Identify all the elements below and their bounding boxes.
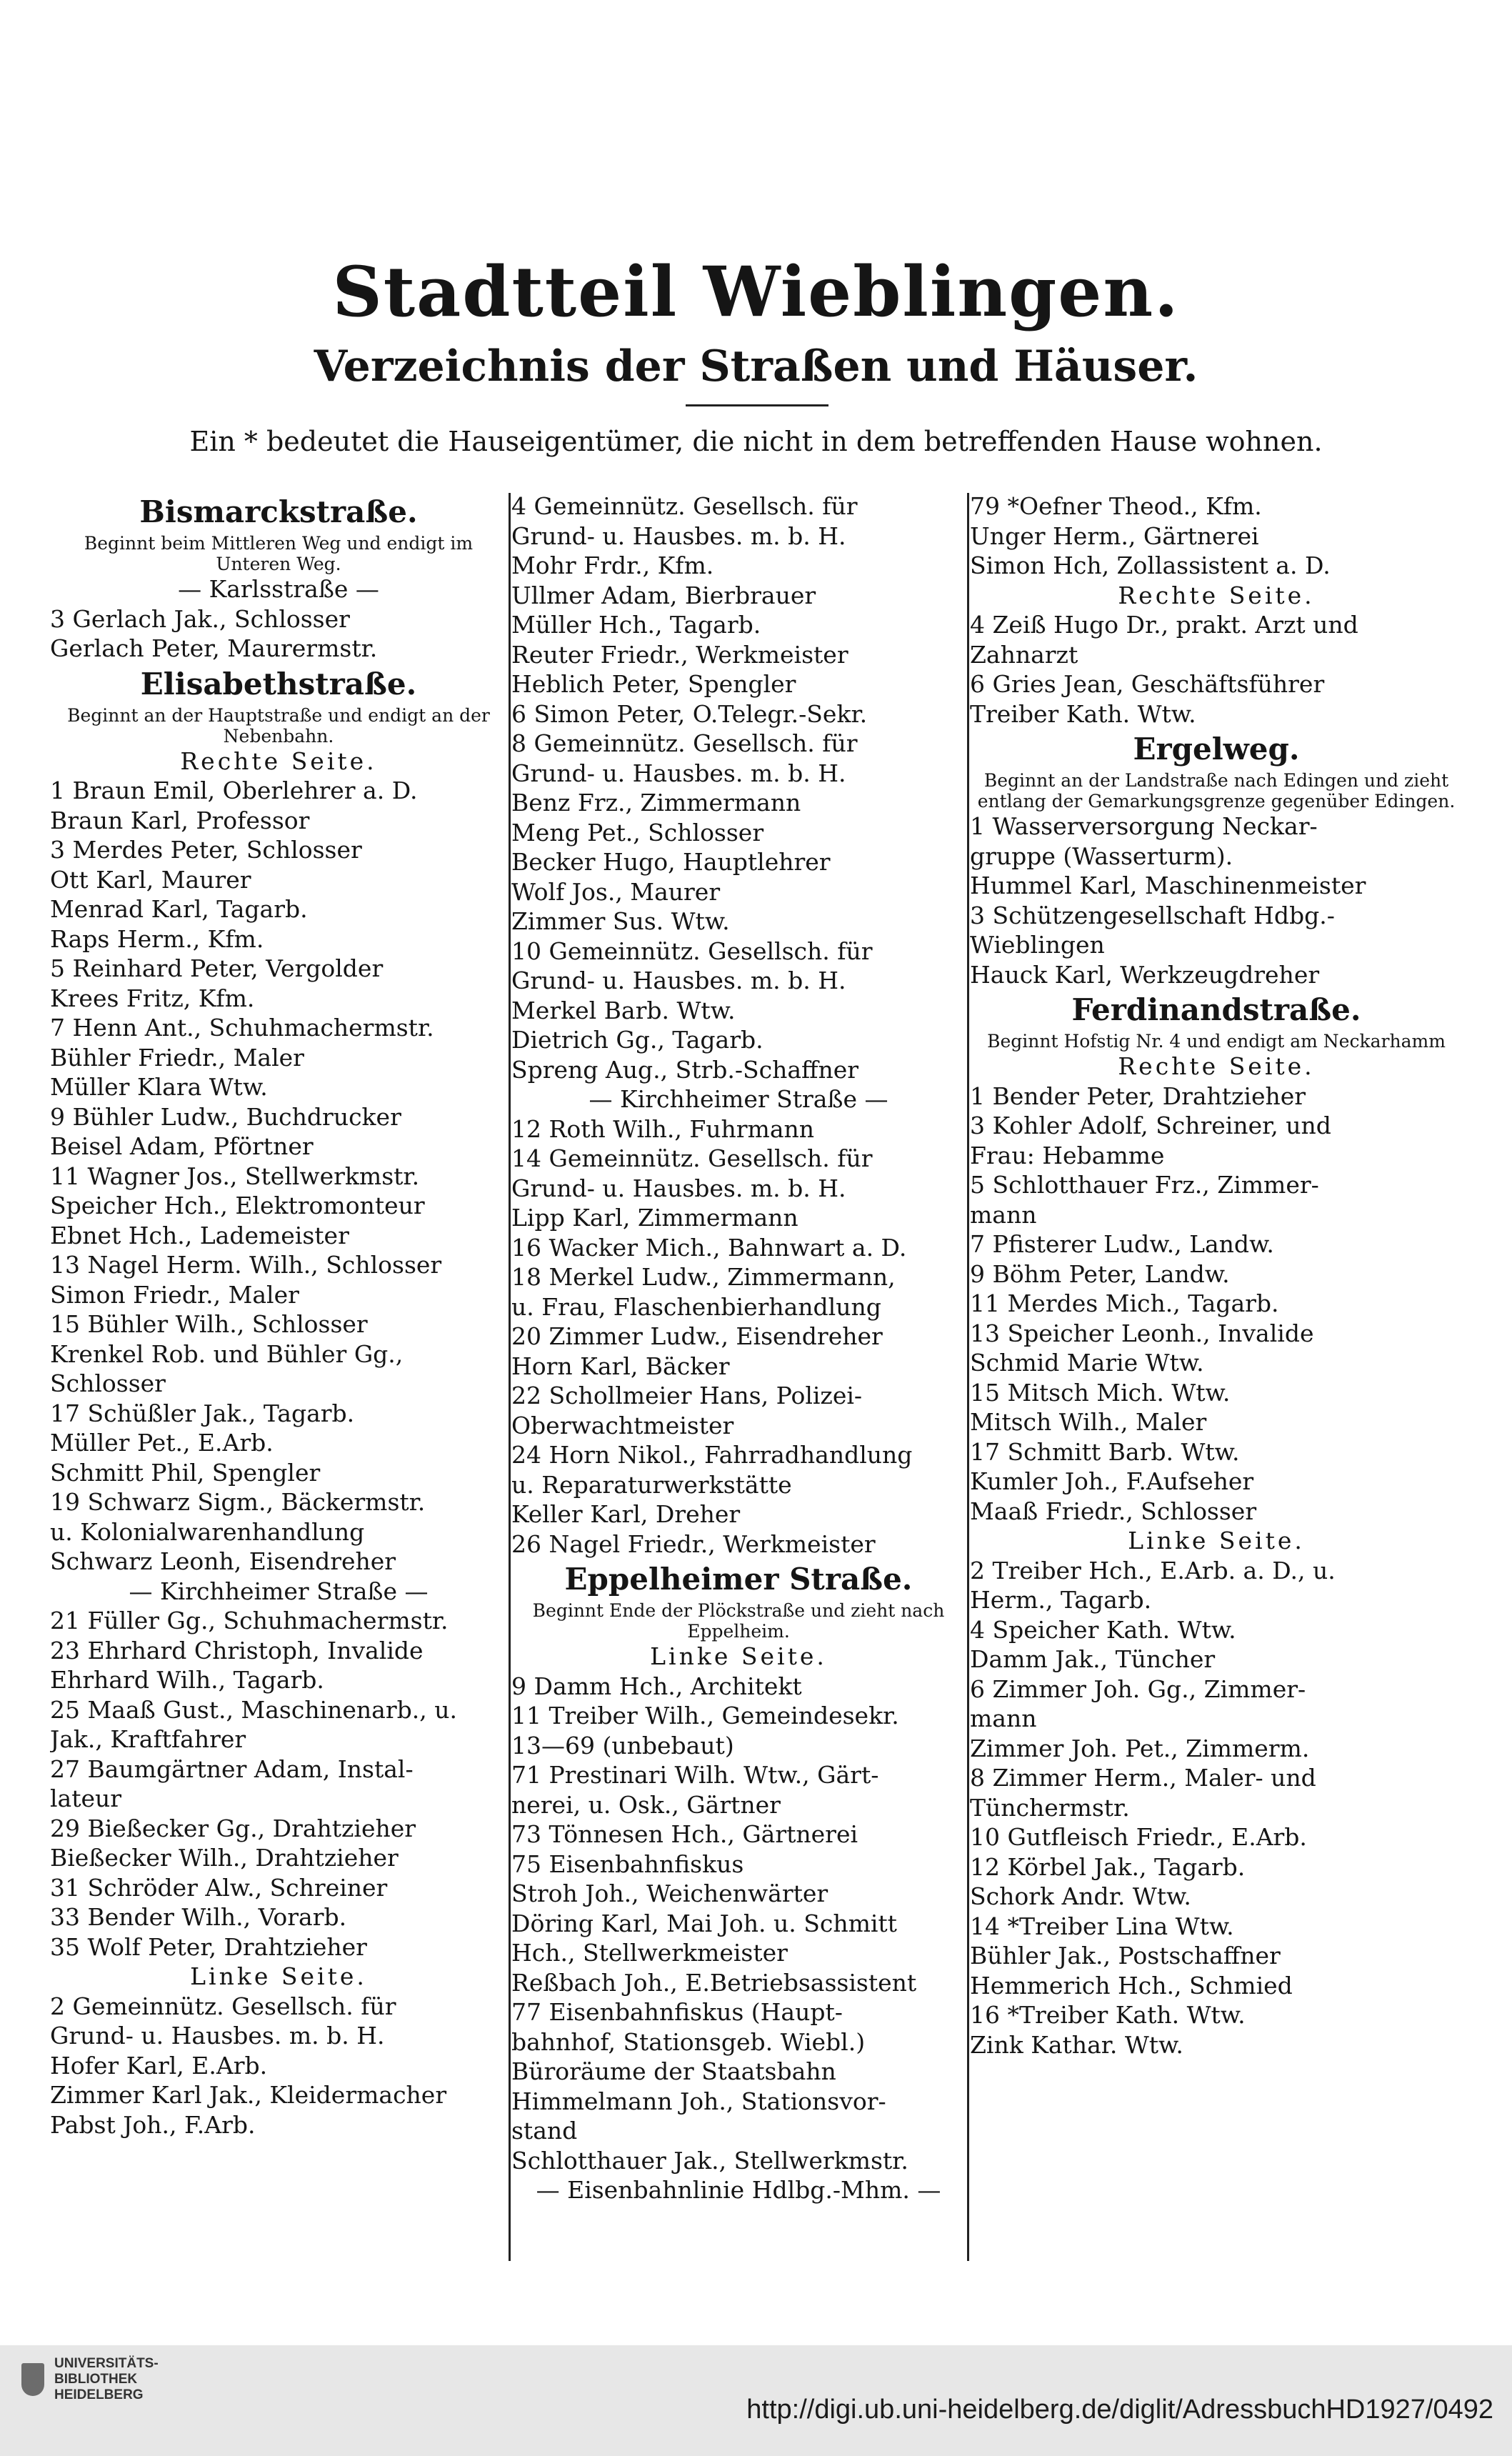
entry-line: 75 Eisenbahnfiskus: [511, 1850, 744, 1878]
entry-line: 6 Gries Jean, Geschäftsführer: [970, 670, 1325, 698]
entry-line: Frau: Hebamme: [970, 1141, 1165, 1169]
title-rule: [686, 404, 828, 406]
street-heading: Elisabethstraße.: [140, 666, 417, 702]
entry-line: Ehrhard Wilh., Tagarb.: [50, 1666, 324, 1694]
entry-line: 73 Tönnesen Hch., Gärtnerei: [511, 1820, 858, 1848]
entry-line: Hofer Karl, E.Arb.: [50, 2051, 268, 2080]
entry-line: Zink Kathar. Wtw.: [970, 2030, 1183, 2059]
column-middle: [511, 491, 966, 2205]
entry-line: Wolf Jos., Maurer: [511, 877, 721, 906]
logo-text: [54, 2356, 159, 2403]
entry-line: 16 *Treiber Kath. Wtw.: [970, 2001, 1246, 2029]
entry-line: 11 Treiber Wilh., Gemeindesekr.: [511, 1702, 899, 1729]
entry-line: 1 Braun Emil, Oberlehrer a. D.: [50, 777, 418, 804]
entry-line: 3 Merdes Peter, Schlosser: [50, 836, 362, 864]
entry-line: Schlosser: [50, 1369, 166, 1397]
entry-line: Grund- u. Hausbes. m. b. H.: [511, 967, 846, 994]
entry-line: mann: [970, 1200, 1037, 1229]
entry-line: Bühler Jak., Postschaffner: [970, 1942, 1281, 1970]
entry-line: 3 Schützengesellschaft Hdbg.-: [970, 901, 1335, 929]
entry-line: Beisel Adam, Pförtner: [50, 1132, 314, 1160]
side-heading: Linke Seite.: [650, 1642, 827, 1670]
entry-line: Meng Pet., Schlosser: [511, 818, 764, 847]
page-subtitle: Verzeichnis der Straßen und Häuser.: [314, 341, 1198, 391]
entry-line: 12 Roth Wilh., Fuhrmann: [511, 1114, 815, 1143]
entry-line: Krees Fritz, Kfm.: [50, 984, 255, 1012]
entry-line: Döring Karl, Mai Joh. u. Schmitt: [511, 1909, 897, 1937]
entry-line: 20 Zimmer Ludw., Eisendreher: [511, 1322, 883, 1350]
entry-line: Bühler Friedr., Maler: [50, 1043, 304, 1072]
entry-line: 14 *Treiber Lina Wtw.: [970, 1912, 1234, 1940]
entry-line: Heblich Peter, Spengler: [511, 670, 796, 698]
entry-line: Spreng Aug., Strb.-Schaffner: [511, 1055, 859, 1084]
entry-line: Lipp Karl, Zimmermann: [511, 1204, 798, 1232]
entry-line: Schmitt Phil, Spengler: [50, 1458, 321, 1487]
entry-line: 4 Speicher Kath. Wtw.: [970, 1615, 1236, 1644]
entry-line: mann: [970, 1704, 1037, 1732]
side-heading: Linke Seite.: [1128, 1527, 1305, 1554]
entry-line: 6 Simon Peter, O.Telegr.-Sekr.: [511, 699, 868, 728]
entry-line: Becker Hugo, Hauptlehrer: [511, 848, 831, 876]
entry-line: 9 Damm Hch., Architekt: [511, 1672, 802, 1700]
cross-street-separator: — Kirchheimer Straße —: [589, 1085, 888, 1113]
entry-line: u. Frau, Flaschenbierhandlung: [511, 1292, 881, 1321]
entry-line: 29 Bießecker Gg., Drahtzieher: [50, 1814, 416, 1842]
owner-note: Ein * bedeutet die Hauseigentümer, die nicht in dem betreffenden Hause wohnen.: [189, 426, 1323, 457]
side-heading: Rechte Seite.: [1118, 1052, 1315, 1080]
entry-line: Reuter Friedr., Werkmeister: [511, 640, 848, 669]
entry-line: Müller Hch., Tagarb.: [511, 611, 761, 639]
entry-line: Hemmerich Hch., Schmied: [970, 1971, 1293, 2000]
entry-line: Stroh Joh., Weichenwärter: [511, 1880, 828, 1907]
entry-line: 11 Merdes Mich., Tagarb.: [970, 1289, 1279, 1317]
entry-line: 8 Gemeinnütz. Gesellsch. für: [511, 729, 858, 757]
entry-line: Zimmer Karl Jak., Kleidermacher: [50, 2081, 447, 2109]
logo-line: UNIVERSITÄTS-: [54, 2356, 159, 2371]
entry-line: Müller Klara Wtw.: [50, 1073, 268, 1101]
entry-line: Pabst Joh., F.Arb.: [50, 2110, 256, 2139]
entry-line: 15 Bühler Wilh., Schlosser: [50, 1310, 368, 1338]
entry-line: Damm Jak., Tüncher: [970, 1645, 1216, 1673]
entry-line: Menrad Karl, Tagarb.: [50, 895, 308, 923]
entry-line: bahnhof, Stationsgeb. Wiebl.): [511, 2027, 866, 2056]
entry-line: Keller Karl, Dreher: [511, 1500, 741, 1528]
cross-street-separator: — Kirchheimer Straße —: [129, 1577, 429, 1605]
entry-line: Horn Karl, Bäcker: [511, 1352, 730, 1380]
entry-line: 10 Gemeinnütz. Gesellsch. für: [511, 937, 873, 965]
entry-line: Müller Pet., E.Arb.: [50, 1429, 274, 1457]
entry-line: Zahnarzt: [970, 640, 1078, 669]
entry-line: Mitsch Wilh., Maler: [970, 1408, 1207, 1436]
entry-line: 17 Schüßler Jak., Tagarb.: [50, 1399, 355, 1427]
entry-line: 14 Gemeinnütz. Gesellsch. für: [511, 1144, 873, 1172]
entry-line: 35 Wolf Peter, Drahtzieher: [50, 1932, 367, 1961]
entry-line: Jak., Kraftfahrer: [50, 1725, 246, 1753]
entry-line: 13—69 (unbebaut): [511, 1731, 734, 1759]
entry-line: Mohr Frdr., Kfm.: [511, 551, 714, 579]
entry-line: 26 Nagel Friedr., Werkmeister: [511, 1529, 876, 1558]
entry-line: Benz Frz., Zimmermann: [511, 789, 801, 817]
cross-street-separator: — Eisenbahnlinie Hdlbg.-Mhm. —: [536, 2176, 941, 2204]
entry-line: Tünchermstr.: [970, 1793, 1130, 1822]
column-left: [50, 491, 507, 2140]
column-right: [970, 491, 1463, 2060]
street-heading: Ferdinandstraße.: [1071, 992, 1361, 1027]
entry-line: 5 Schlotthauer Frz., Zimmer-: [970, 1171, 1319, 1199]
entry-line: 31 Schröder Alw., Schreiner: [50, 1873, 388, 1902]
entry-line: Ullmer Adam, Bierbrauer: [511, 581, 816, 609]
entry-line: 22 Schollmeier Hans, Polizei-: [511, 1382, 863, 1409]
street-heading: Ergelweg.: [1133, 732, 1300, 767]
entry-line: 2 Gemeinnütz. Gesellsch. für: [50, 1992, 396, 2020]
entry-line: Simon Friedr., Maler: [50, 1280, 299, 1309]
entry-line: stand: [511, 2117, 578, 2145]
street-description: Beginnt Hofstig Nr. 4 und endigt am Neckarhamm: [987, 1031, 1446, 1052]
entry-line: 11 Wagner Jos., Stellwerkmstr.: [50, 1162, 420, 1190]
entry-line: gruppe (Wasserturm).: [970, 842, 1233, 870]
entry-line: u. Reparaturwerkstätte: [511, 1470, 792, 1499]
entry-line: 21 Füller Gg., Schuhmachermstr.: [50, 1607, 449, 1634]
entry-line: Raps Herm., Kfm.: [50, 924, 264, 953]
university-shield-icon: [21, 2363, 44, 2396]
entry-line: Braun Karl, Professor: [50, 806, 310, 834]
entry-line: 25 Maaß Gust., Maschinenarb., u.: [50, 1695, 457, 1724]
entry-line: Krenkel Rob. und Bühler Gg.,: [50, 1339, 404, 1368]
entry-line: Speicher Hch., Elektromonteur: [50, 1192, 425, 1219]
entry-line: Kumler Joh., F.Aufseher: [970, 1467, 1254, 1495]
entry-line: 13 Speicher Leonh., Invalide: [970, 1319, 1314, 1347]
library-logo[interactable]: [21, 2356, 159, 2403]
entry-line: 9 Böhm Peter, Landw.: [970, 1259, 1230, 1288]
column-divider: [967, 493, 969, 2261]
entry-line: Merkel Barb. Wtw.: [511, 996, 736, 1024]
entry-line: 13 Nagel Herm. Wilh., Schlosser: [50, 1251, 442, 1279]
entry-line: Grund- u. Hausbes. m. b. H.: [50, 2022, 385, 2050]
entry-line: 18 Merkel Ludw., Zimmermann,: [511, 1263, 896, 1291]
entry-line: Treiber Kath. Wtw.: [970, 699, 1196, 728]
entry-line: 7 Henn Ant., Schuhmachermstr.: [50, 1014, 434, 1042]
entry-line: Hauck Karl, Werkzeugdreher: [970, 960, 1320, 989]
entry-line: 8 Zimmer Herm., Maler- und: [970, 1764, 1316, 1792]
entry-line: 1 Wasserversorgung Neckar-: [970, 812, 1318, 840]
entry-line: Zimmer Joh. Pet., Zimmerm.: [970, 1734, 1310, 1762]
entry-line: Schwarz Leonh, Eisendreher: [50, 1547, 396, 1575]
entry-line: Grund- u. Hausbes. m. b. H.: [511, 1174, 846, 1202]
entry-line: 71 Prestinari Wilh. Wtw., Gärt-: [511, 1761, 879, 1789]
entry-line: 79 *Oefner Theod., Kfm.: [970, 492, 1262, 520]
entry-line: 24 Horn Nikol., Fahrradhandlung: [511, 1441, 913, 1469]
entry-line: Hummel Karl, Maschinenmeister: [970, 872, 1366, 899]
street-description: Beginnt an der Landstraße nach Edingen und zieht entlang der Gemarkungsgrenze gegenüber Edingen.: [977, 770, 1456, 812]
entry-line: Büroräume der Staatsbahn: [511, 2057, 836, 2085]
entry-line: 16 Wacker Mich., Bahnwart a. D.: [511, 1233, 907, 1262]
entry-line: Himmelmann Joh., Stationsvor-: [511, 2087, 886, 2115]
column-divider: [509, 493, 511, 2261]
entry-line: 7 Pfisterer Ludw., Landw.: [970, 1230, 1274, 1258]
entry-line: 2 Treiber Hch., E.Arb. a. D., u.: [970, 1556, 1336, 1584]
entry-line: 9 Bühler Ludw., Buchdrucker: [50, 1102, 401, 1131]
entry-line: 23 Ehrhard Christoph, Invalide: [50, 1636, 424, 1664]
entry-line: 15 Mitsch Mich. Wtw.: [970, 1378, 1231, 1407]
entry-line: nerei, u. Osk., Gärtner: [511, 1790, 781, 1819]
entry-line: Grund- u. Hausbes. m. b. H.: [511, 521, 846, 550]
street-heading: Bismarckstraße.: [139, 494, 418, 529]
entry-line: Ebnet Hch., Lademeister: [50, 1221, 349, 1249]
cross-street-separator: — Karlsstraße —: [178, 575, 379, 603]
street-heading: Eppelheimer Straße.: [564, 1562, 913, 1597]
entry-line: Ott Karl, Maurer: [50, 865, 251, 894]
entry-line: Oberwachtmeister: [511, 1411, 734, 1439]
entry-line: Wieblingen: [970, 931, 1105, 959]
logo-line: HEIDELBERG: [54, 2387, 144, 2402]
entry-line: lateur: [50, 1784, 122, 1812]
street-description: Beginnt beim Mittleren Weg und endigt im Unteren Weg.: [84, 533, 474, 574]
side-heading: Rechte Seite.: [180, 747, 377, 775]
entry-line: 12 Körbel Jak., Tagarb.: [970, 1852, 1246, 1881]
logo-line: BIBLIOTHEK: [54, 2372, 138, 2387]
entry-line: 3 Kohler Adolf, Schreiner, und: [970, 1112, 1331, 1139]
source-url-link[interactable]: http://digi.ub.uni-heidelberg.de/diglit/AdressbuchHD1927/0492: [746, 2395, 1493, 2425]
entry-line: u. Kolonialwarenhandlung: [50, 1517, 365, 1546]
entry-line: Hch., Stellwerkmeister: [511, 1939, 788, 1967]
entry-line: Grund- u. Hausbes. m. b. H.: [511, 759, 846, 787]
entry-line: Dietrich Gg., Tagarb.: [511, 1026, 763, 1054]
entry-line: 19 Schwarz Sigm., Bäckermstr.: [50, 1488, 426, 1516]
entry-line: Herm., Tagarb.: [970, 1586, 1152, 1614]
entry-line: 3 Gerlach Jak., Schlosser: [50, 604, 350, 633]
entry-line: Maaß Friedr., Schlosser: [970, 1497, 1257, 1525]
entry-line: 1 Bender Peter, Drahtzieher: [970, 1082, 1306, 1110]
side-heading: Linke Seite.: [190, 1962, 367, 1990]
entry-line: Schork Andr. Wtw.: [970, 1882, 1191, 1910]
entry-line: 33 Bender Wilh., Vorarb.: [50, 1903, 347, 1931]
street-description: Beginnt Ende der Plöckstraße und zieht nach Eppelheim.: [532, 1600, 945, 1642]
entry-line: 10 Gutfleisch Friedr., E.Arb.: [970, 1823, 1307, 1851]
entry-line: Zimmer Sus. Wtw.: [511, 907, 730, 935]
side-heading: Rechte Seite.: [1118, 581, 1315, 609]
entry-line: 6 Zimmer Joh. Gg., Zimmer-: [970, 1674, 1306, 1703]
street-description: Beginnt an der Hauptstraße und endigt an der Nebenbahn.: [67, 704, 490, 747]
entry-line: Unger Herm., Gärtnerei: [970, 521, 1259, 550]
entry-line: 27 Baumgärtner Adam, Instal-: [50, 1754, 414, 1783]
entry-line: Schmid Marie Wtw.: [970, 1349, 1204, 1377]
page-title: Stadtteil Wieblingen.: [332, 251, 1180, 332]
entry-line: Gerlach Peter, Maurermstr.: [50, 634, 378, 662]
entry-line: Bießecker Wilh., Drahtzieher: [50, 1844, 399, 1872]
entry-line: Schlotthauer Jak., Stellwerkmstr.: [511, 2146, 908, 2175]
entry-line: Simon Hch, Zollassistent a. D.: [970, 551, 1331, 579]
entry-line: 5 Reinhard Peter, Vergolder: [50, 954, 384, 982]
entry-line: 77 Eisenbahnfiskus (Haupt-: [511, 1998, 843, 2026]
entry-line: 4 Gemeinnütz. Gesellsch. für: [511, 492, 858, 520]
entry-line: 4 Zeiß Hugo Dr., prakt. Arzt und: [970, 611, 1358, 639]
entry-line: 17 Schmitt Barb. Wtw.: [970, 1437, 1240, 1466]
entry-line: Reßbach Joh., E.Betriebsassistent: [511, 1968, 917, 1997]
